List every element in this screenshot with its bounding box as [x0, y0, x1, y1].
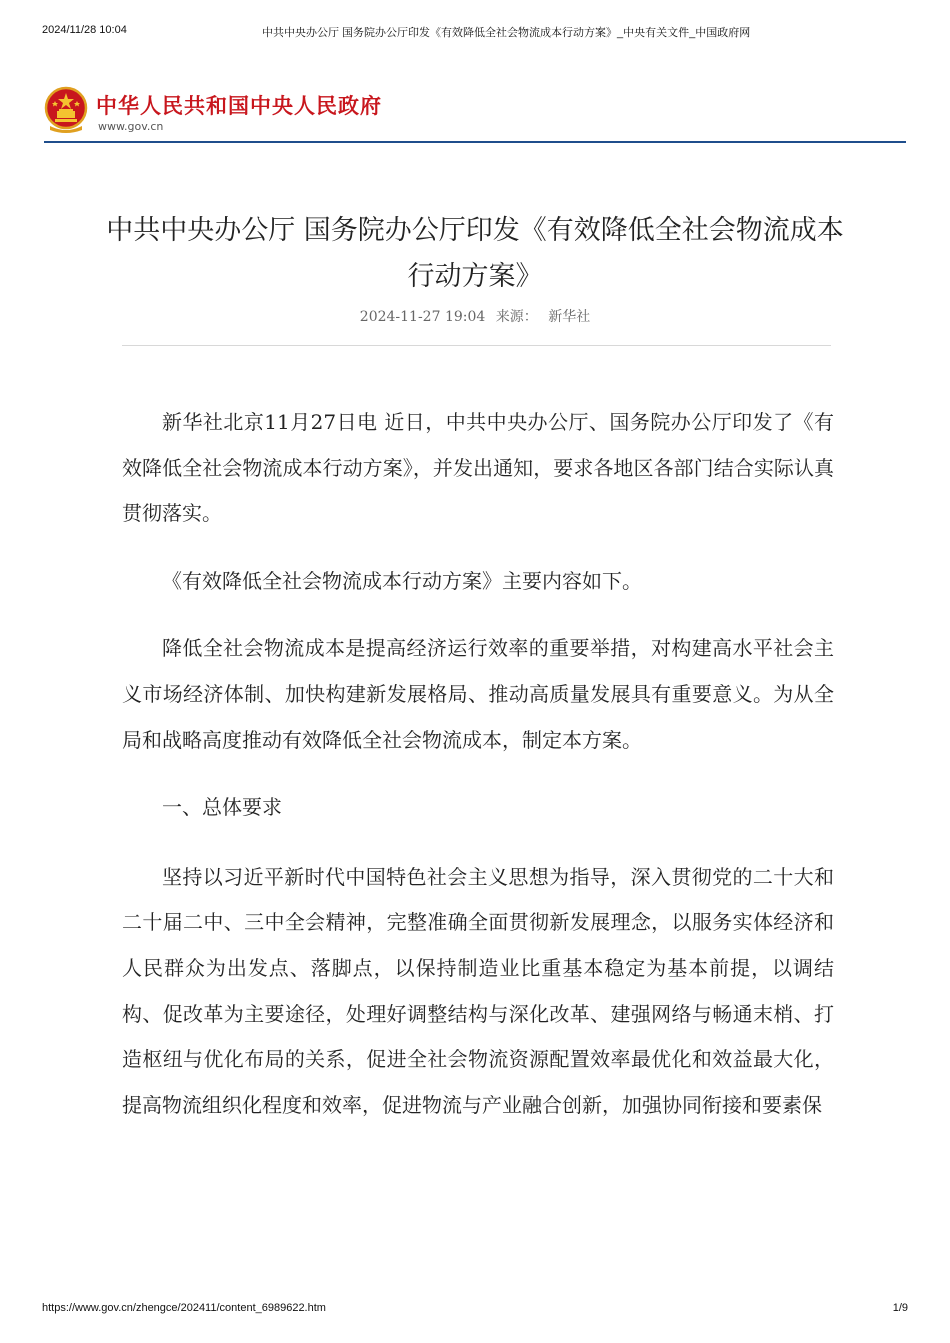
national-emblem-icon [44, 86, 88, 134]
paragraph: 《有效降低全社会物流成本行动方案》主要内容如下。 [162, 568, 642, 593]
header-divider [44, 141, 906, 143]
site-header[interactable] [44, 86, 906, 144]
source-label: 来源： [495, 309, 538, 325]
source-name: 新华社 [548, 309, 591, 325]
page-number: 1/9 [892, 1302, 908, 1314]
print-document-title: 中共中央办公厅 国务院办公厅印发《有效降低全社会物流成本行动方案》_中央有关文件_中国政府网 [262, 27, 751, 39]
paragraph: 新华社北京11月27日电 近日，中共中央办公厅、国务院办公厅印发了《有效降低全社会物流成本行动方案》，并发出通知，要求各地区各部门结合实际认真贯彻落实。 [122, 410, 834, 526]
site-name[interactable]: 中华人民共和国中央人民政府 [96, 94, 382, 118]
site-url[interactable]: www.gov.cn [98, 120, 164, 133]
section-heading: 一、总体要求 [162, 795, 282, 820]
print-datetime: 2024/11/28 10:04 [42, 24, 127, 36]
publish-date: 2024-11-27 19:04 [359, 309, 486, 325]
print-header [0, 24, 950, 38]
print-footer [0, 1302, 950, 1316]
article-title: 中共中央办公厅 国务院办公厅印发《有效降低全社会物流成本行动方案》 [106, 215, 844, 293]
paragraph: 降低全社会物流成本是提高经济运行效率的重要举措，对构建高水平社会主义市场经济体制、加快构建新发展格局、推动高质量发展具有重要意义。为从全局和战略高度推动有效降低全社会物流成本，制定本方案。 [122, 636, 834, 752]
print-url: https://www.gov.cn/zhengce/202411/content_6989622.htm [42, 1302, 326, 1314]
meta-divider [122, 345, 831, 346]
article-meta [100, 306, 850, 326]
article-body [122, 400, 834, 1150]
paragraph: 坚持以习近平新时代中国特色社会主义思想为指导，深入贯彻党的二十大和二十届二中、三中全会精神，完整准确全面贯彻新发展理念，以服务实体经济和人民群众为出发点、落脚点，以保持制造业比重基本稳定为基本前提，以调结构、促改革为主要途径，处理好调整结构与深化改革、建强网络与畅通末梢、打造枢纽与优化布局的关系，促进全社会物流资源配置效率最优化和效益最大化，提高物流组织化程度和效率，促进物流与产业融合创新，加强协同衔接和要素保 [122, 864, 834, 1117]
